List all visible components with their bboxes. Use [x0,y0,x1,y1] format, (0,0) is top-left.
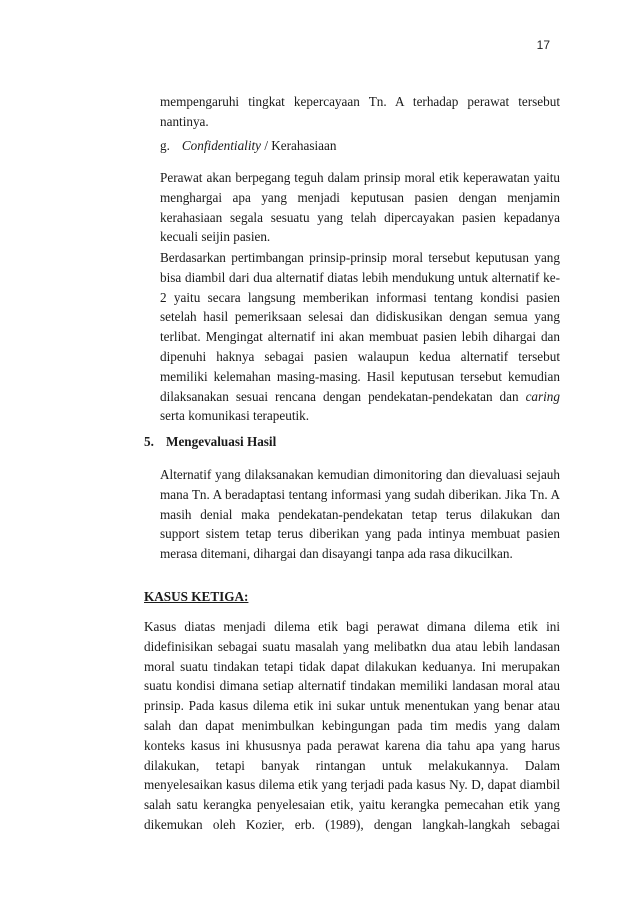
section-5-heading [144,434,276,450]
decision-italic-caring: caring [525,388,560,404]
paragraph-kasus-ketiga-text: Kasus diatas menjadi dilema etik bagi perawat dimana dilema etik ini didefinisikan sebagai suatu masalah yang melibatkn dua atau lebih landasan moral suatu tindakan tetapi tidak dapat dilakukan keduanya. Ini merupakan suatu kondisi dimana setiap alternatif tindakan memiliki landasan moral atau prinsip. Pada kasus dilema etik ini sukar untuk menentukan yang benar atau salah dan dapat menimbulkan kebingungan pada tim medis yang dalam konteks kasus ini khususnya pada perawat karena dia tahu apa yang harus dilakukan, tetapi banyak rintangan untuk melakukannya. Dalam menyelesaikan kasus dilema etik yang terjadi pada kasus Ny. D, dapat diambil salah satu kerangka penyelesaian etik, yaitu kerangka pemecahan etik yang dikemukan oleh Kozier, erb. (1989), dengan langkah-langkah sebagai [144,619,560,832]
paragraph-confidentiality [160,168,560,247]
paragraph-decision-text [160,248,560,426]
paragraph-decision [160,248,560,426]
paragraph-continuation-text: mempengaruhi tingkat kepercayaan Tn. A terhadap perawat tersebut nantinya. [160,94,560,129]
term-kerahasiaan: / Kerahasiaan [261,138,337,153]
kasus-ketiga-heading: KASUS KETIGA: [144,589,249,604]
decision-text-after: serta komunikasi terapeutik. [160,408,310,424]
paragraph-confidentiality-text: Perawat akan berpegang teguh dalam prinsip moral etik keperawatan yaitu menghargai apa yang menjadi keputusan pasien dengan menjamin kerahasiaan segala sesuatu yang telah dipercayakan pasien kepadanya kecuali seijin pasien. [160,170,560,245]
paragraph-evaluation-text: Alternatif yang dilaksanakan kemudian dimonitoring dan dievaluasi sejauh mana Tn. A beradaptasi tentang informasi yang sudah diberikan. Jika Tn. A masih denial maka pendekatan-pendekatan tetap terus dilakukan dan support sistem tetap terus diberikan yang pada intinya membuat pasien merasa ditemani, dihargai dan disayangi tanpa ada rasa dikucilkan. [160,467,560,562]
paragraph-evaluation [160,465,560,564]
paragraph-kasus-ketiga [144,617,560,835]
decision-text-before: Berdasarkan pertimbangan prinsip-prinsip moral tersebut keputusan yang bisa diambil dari dua alternatif diatas lebih mendukung untuk alternatif ke-2 yaitu secara langsung memberikan informasi tentang kondisi pasien setelah hasil pemeriksaan selesai dan didiskusikan dengan semua yang terlibat. Mengingat alternatif ini akan membuat pasien lebih dihargai dan dipenuhi haknya sebagai pasien walaupun kedua alternatif tersebut memiliki kelemahan masing-masing. Hasil keputusan tersebut kemudian dilaksanakan sesuai rencana dengan pendekatan-pendekatan dan [160,250,560,404]
section-5-number: 5. [144,434,154,449]
list-marker-g: g. [160,138,170,153]
page-number: 17 [536,38,550,52]
term-confidentiality: Confidentiality [181,138,262,153]
paragraph-continuation [160,92,560,132]
section-5-title: Mengevaluasi Hasil [166,434,277,449]
list-item-g [160,138,336,154]
